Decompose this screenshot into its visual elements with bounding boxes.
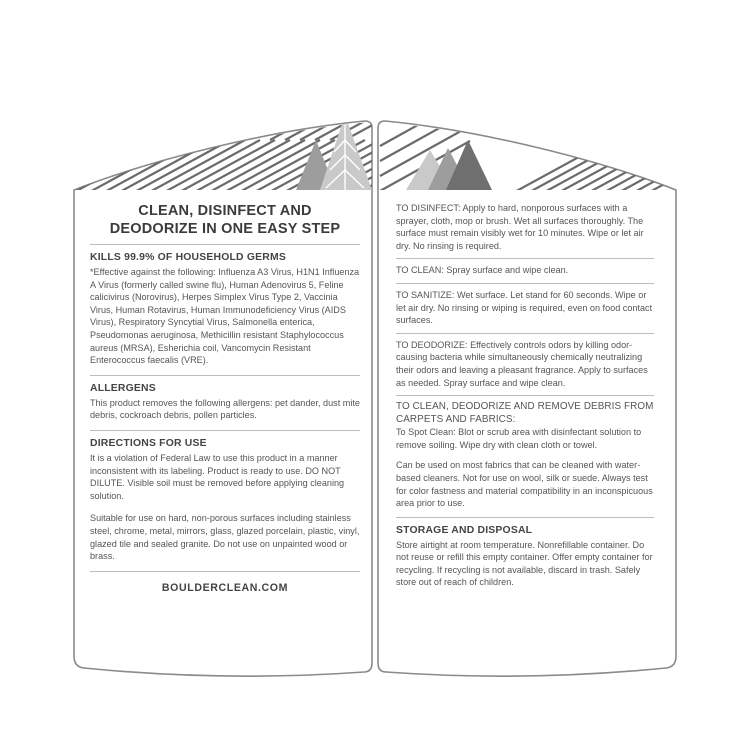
directions-heading: DIRECTIONS FOR USE	[90, 437, 207, 449]
sanitize-text: TO SANITIZE: Wet surface. Let stand for 60 seconds. Wipe or let air dry. No rinsing or wiping is required, even on food contact surfaces.	[396, 289, 653, 326]
website-footer: BOULDERCLEAN.COM	[161, 581, 289, 594]
right-panel	[396, 202, 654, 589]
allergens-text: This product removes the following allergens: pet dander, dust mite debris, cockroach debris, pollen particles.	[90, 397, 360, 421]
divider	[90, 430, 360, 431]
surfaces-text: Suitable for use on hard, non-porous surfaces including stainless steel, chrome, metal, mirrors, glass, glazed porcelain, plastic, vinyl, glazed tile and sealed granite. Do not use on unpainted wood or brass.	[90, 513, 360, 562]
directions-text: It is a violation of Federal Law to use this product in a manner inconsistent with its labeling. Product is ready to use. DO NOT DILUTE. Visible soil must be removed before applying cleaning solution.	[90, 452, 345, 501]
divider	[396, 258, 654, 259]
main-title	[90, 202, 360, 238]
clean-text: TO CLEAN: Spray surface and wipe clean.	[396, 265, 569, 276]
divider	[90, 375, 360, 376]
divider	[90, 244, 360, 245]
divider	[396, 283, 654, 284]
title-line-2: DEODORIZE IN ONE EASY STEP	[109, 221, 341, 237]
title-line-1: CLEAN, DISINFECT AND	[138, 203, 312, 219]
fabrics-text: Can be used on most fabrics that can be cleaned with water-based cleaners. Not for use on wool, silk or suede. Always test for color fastness and material compatibility in an inconspicuous area prior to use.	[396, 460, 653, 509]
divider	[396, 333, 654, 334]
left-panel	[90, 198, 360, 594]
kills-heading: KILLS 99.9% OF HOUSEHOLD GERMS	[90, 252, 286, 263]
carpets-heading: TO CLEAN, DEODORIZE AND REMOVE DEBRIS FROM CARPETS AND FABRICS:	[396, 401, 654, 425]
storage-text: Store airtight at room temperature. Nonrefillable container. Do not reuse or refill this empty container. Offer empty container for recycling. If recycling is not available, discard in trash. Safely store out of reach of children.	[396, 539, 653, 588]
divider	[396, 395, 654, 396]
allergens-heading: ALLERGENS	[90, 382, 156, 394]
disinfect-text: TO DISINFECT: Apply to hard, nonporous surfaces with a sprayer, cloth, mop or brush. Wet all surfaces thoroughly. The surface must remain visibly wet for 10 minutes. Wipe or let air dry. No rinsing is required.	[396, 203, 644, 251]
divider	[90, 571, 360, 572]
storage-heading: STORAGE AND DISPOSAL	[396, 524, 533, 536]
divider	[396, 517, 654, 518]
kills-text: *Effective against the following: Influenza A3 Virus, H1N1 Influenza A Virus (formerly called swine flu), Human Adenovirus 5, Feline calicivirus (Norovirus), Herpes Simplex Virus Type 2, Vaccinia Virus, Human Rotavirus, Human Immunodeficiency Virus (AIDS Virus), Respiratory Syncytial Virus, Salmonella enterica, Pseudomonas aeruginosa, Methicillin resistant Staphylococcus aureus (MRSA), Esherichia coil, Vancomycin Resistant Enterococcus faecalis (VRE).	[90, 267, 360, 366]
deodorize-text: TO DEODORIZE: Effectively controls odors by killing odor-causing bacteria while simultaneously chemically neutralizing their odors and leaving a pleasant fragrance. Apply to surfaces as needed. Spray surface and wipe clean.	[396, 339, 648, 388]
spot-clean-text: To Spot Clean: Blot or scrub area with disinfectant solution to remove soiling. Wipe dry with clean cloth or towel.	[396, 427, 642, 450]
